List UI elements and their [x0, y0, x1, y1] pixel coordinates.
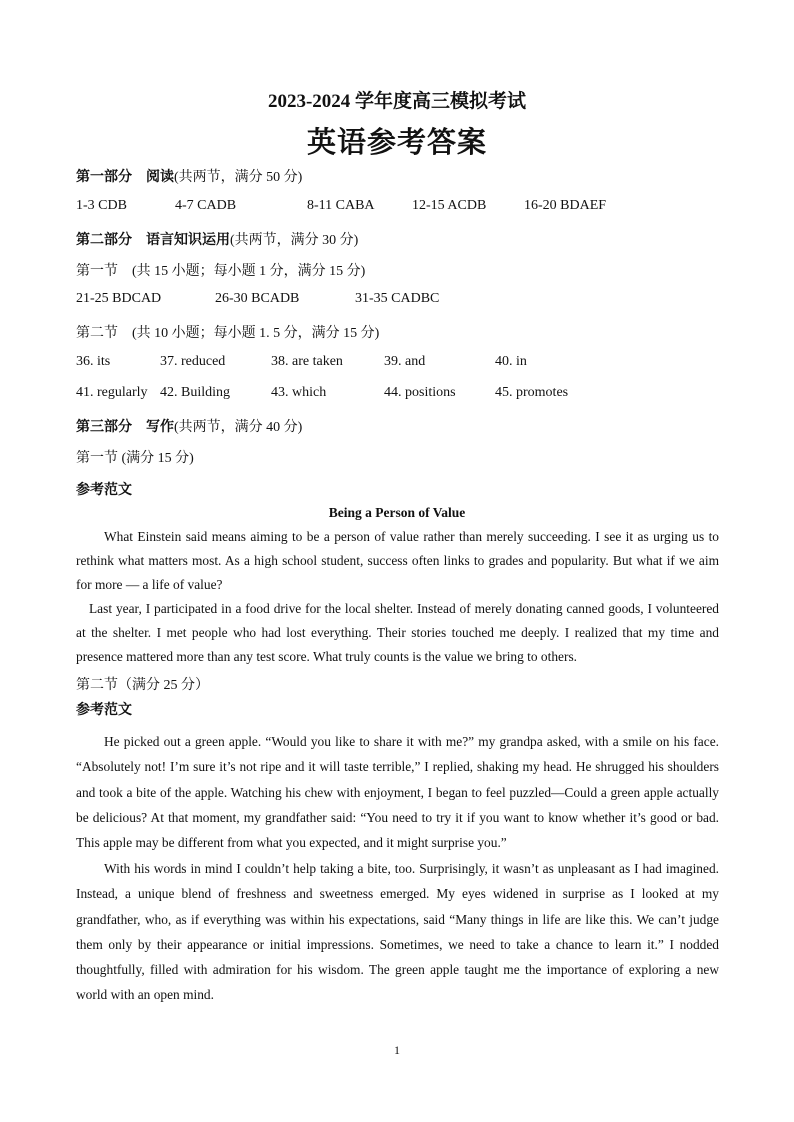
answer-group: 16-20 BDAEF	[524, 198, 607, 213]
answer-item: 44. positions	[384, 385, 456, 400]
essay-paragraph: He picked out a green apple. “Would you like to share it with me?” my grandpa asked, with a smile on his face. “Absolutely not! I’m sure it’s not ripe and it will taste terrible,” I replied, shaking my head. He shrugged his shoulders and took a bite of the apple. Watching his chew with enjoyment, I began to feel puzzled—Could a green apple actually be delicious? At that moment, my grandfather said: “You need to try it if you want to know whether it’s good or bad. This apple may be different from what you expected, and it might surprise you.”	[76, 734, 719, 851]
part3-heading-line	[76, 416, 302, 436]
essay-title: Being a Person of Value	[328, 505, 466, 520]
part3-section2-label: 第二节（满分 25 分）	[76, 678, 209, 693]
part2-note: (共两节，满分 30 分)	[230, 233, 359, 248]
part3-heading: 第三部分 写作	[76, 420, 174, 435]
part2-section1-label: 第一节 (共 15 小题；每小题 1 分，满分 15 分)	[76, 264, 366, 279]
answer-group: 4-7 CADB	[175, 198, 237, 213]
part1-heading-line	[76, 166, 302, 186]
part3-note: (共两节，满分 40 分)	[174, 420, 303, 435]
answer-group: 1-3 CDB	[76, 198, 127, 213]
part3-section1-label: 第一节 (满分 15 分)	[76, 451, 194, 466]
part2-heading-line	[76, 229, 358, 249]
answer-item: 38. are taken	[271, 354, 343, 369]
answer-item: 39. and	[384, 354, 426, 369]
document-subtitle: 英语参考答案	[306, 127, 487, 159]
answer-item: 42. Building	[160, 385, 231, 400]
answer-item: 37. reduced	[160, 354, 226, 369]
model-essay-label: 参考范文	[76, 483, 132, 498]
answer-group: 31-35 CADBC	[355, 291, 440, 306]
answer-group: 12-15 ACDB	[412, 198, 487, 213]
answer-item: 40. in	[495, 354, 527, 369]
answer-group: 26-30 BCADB	[215, 291, 300, 306]
answer-group: 8-11 CABA	[307, 198, 375, 213]
answer-item: 36. its	[76, 354, 111, 369]
model-essay-label: 参考范文	[76, 703, 132, 718]
part2-section2-label: 第二节 (共 10 小题；每小题 1. 5 分，满分 15 分)	[76, 326, 380, 341]
answer-item: 45. promotes	[495, 385, 569, 400]
document-title: 2023-2024 学年度高三模拟考试	[267, 91, 527, 112]
part1-heading: 第一部分 阅读	[76, 170, 174, 185]
part1-note: (共两节，满分 50 分)	[174, 170, 303, 185]
essay-paragraph: With his words in mind I couldn’t help taking a bite, too. Surprisingly, it wasn’t as unpleasant as I had imagined. Instead, a unique blend of freshness and sweetness emerged. My eyes widened in surprise as I looked at my grandfather, who, as if everything was within his expectations, said “Many things in life are like this. We can’t judge them only by their appearance or initial impressions. Sometimes, we need to take a chance to learn it.” I nodded thoughtfully, filled with admiration for his wisdom. The green apple taught me the importance of exploring a new world with an open mind.	[76, 861, 719, 1003]
answer-item: 41. regularly	[76, 385, 148, 400]
answer-group: 21-25 BDCAD	[76, 291, 162, 306]
essay-paragraph: What Einstein said means aiming to be a person of value rather than merely succeeding. I see it as urging us to rethink what matters most. As a high school student, success often links to grades and popularity. But what if we aim for more — a life of value?	[76, 529, 719, 593]
essay-paragraph: Last year, I participated in a food drive for the local shelter. Instead of merely donating canned goods, I volunteered at the shelter. I met people who had lost everything. Their stories touched me deeply. I realized that my time and presence mattered more than any test score. What truly counts is the value we bring to others.	[76, 601, 719, 665]
answer-item: 43. which	[271, 385, 327, 400]
page-number: 1	[394, 1043, 400, 1057]
part2-heading: 第二部分 语言知识运用	[76, 233, 230, 248]
